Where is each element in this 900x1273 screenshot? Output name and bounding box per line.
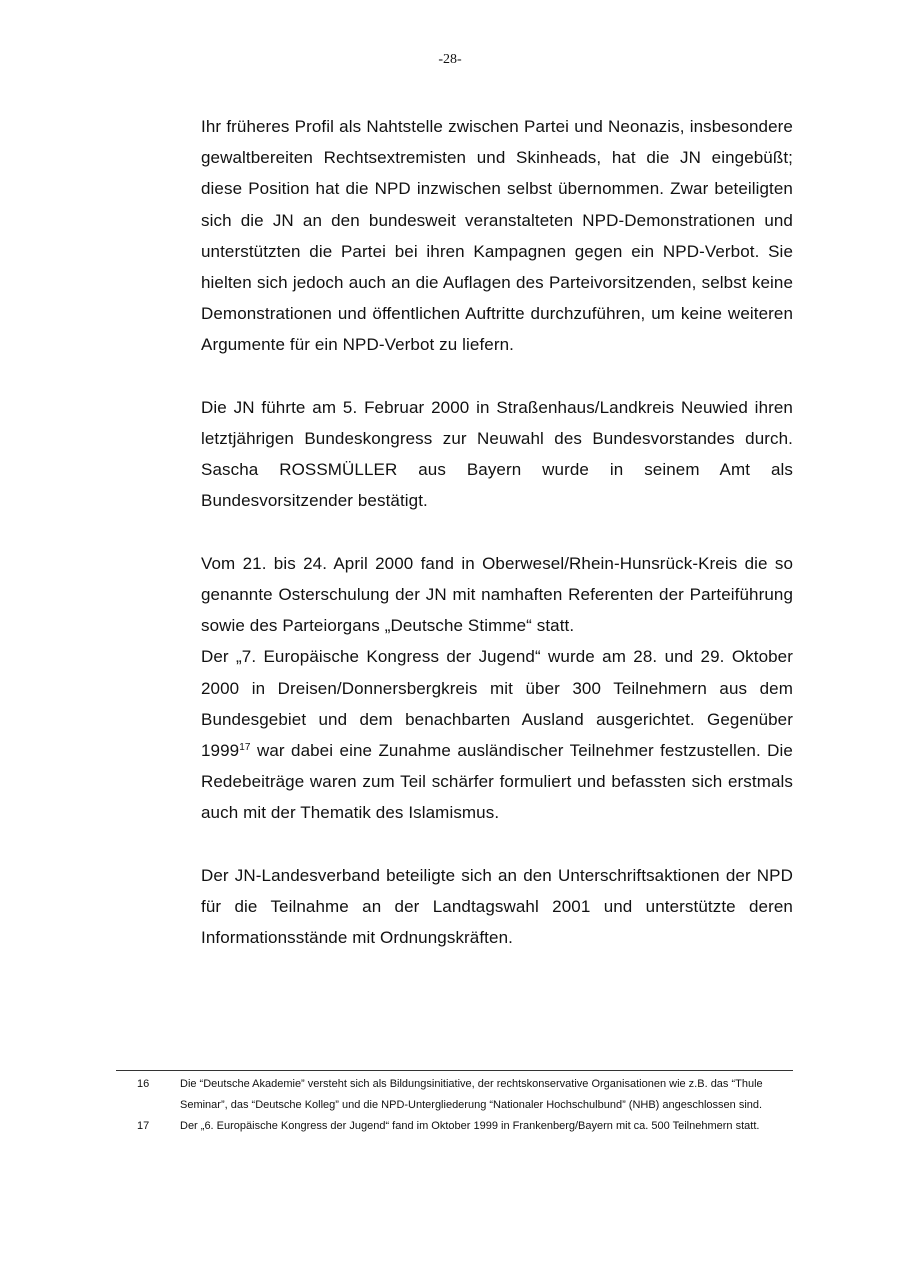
congress-text-before: Der „7. Europäische Kongress der Jugend“ wurde am 28. und 29. Oktober 2000 in Dreisen/Donnersbergkreis mit über 300 Teilnehmern aus dem Bundesgebiet und dem benachbarten Ausland ausgerichtet. Gegenüber 1999 bbox=[201, 647, 793, 761]
footnotes bbox=[116, 1074, 793, 1137]
footnote-divider bbox=[116, 1070, 793, 1071]
footnote-17 bbox=[116, 1116, 793, 1137]
paragraph-bundeskongress: Die JN führte am 5. Februar 2000 in Straßenhaus/Landkreis Neuwied ihren letztjährigen Bundeskongress zur Neuwahl des Bundesvorstandes durch. Sascha ROSSMÜLLER aus Bayern wurde in seinem Amt als Bundesvorsitzender bestätigt. bbox=[201, 397, 793, 511]
body-text bbox=[201, 111, 793, 953]
footnote-16 bbox=[116, 1074, 793, 1116]
paragraph-jn-profile: Ihr früheres Profil als Nahtstelle zwischen Partei und Neonazis, insbesondere gewaltbereiten Rechtsextremisten und Skinheads, hat die JN eingebüßt; diese Position hat die NPD inzwischen selbst übernommen. Zwar beteiligten sich die JN an den bundesweit veranstalteten NPD-Demonstrationen und unterstützten die Partei bei ihren Kampagnen gegen ein NPD-Verbot. Sie hielten sich jedoch auch an die Auflagen des Parteivorsitzenden, selbst keine Demonstrationen und öffentlichen Auftritte durchzuführen, um keine weiteren Argumente für ein NPD-Verbot zu liefern. bbox=[201, 117, 793, 355]
paragraph-osterschulung: Vom 21. bis 24. April 2000 fand in Oberwesel/Rhein-Hunsrück-Kreis die so genannte Osterschulung der JN mit namhaften Referenten der Parteiführung sowie des Parteiorgans „Deutsche Stimme“ statt. bbox=[201, 553, 793, 636]
footnote-number: 16 bbox=[137, 1078, 150, 1090]
paragraph-landesverband: Der JN-Landesverband beteiligte sich an den Unterschriftsaktionen der NPD für die Teilnahme an der Landtagswahl 2001 und unterstützte deren Informationsstände mit Ordnungskräften. bbox=[201, 865, 793, 948]
congress-text-after: war dabei eine Zunahme ausländischer Teilnehmer festzustellen. Die Redebeiträge waren zum Teil schärfer formuliert und befassten sich erstmals auch mit der Thematik des Islamismus. bbox=[201, 741, 793, 823]
footnote-text: Die “Deutsche Akademie” versteht sich als Bildungsinitiative, der rechtskonservative Organisationen wie z.B. das “Thule Seminar”, das “Deutsche Kolleg” und die NPD-Untergliederung “Nationaler Hochschulbund” (NHB) angeschlossen sind. bbox=[180, 1078, 763, 1111]
footnote-number: 17 bbox=[137, 1120, 150, 1132]
paragraph-europaeischer-kongress bbox=[201, 641, 793, 828]
page-number: -28- bbox=[438, 52, 462, 67]
footnote-reference-17[interactable]: 17 bbox=[239, 742, 251, 754]
footnote-text: Der „6. Europäische Kongress der Jugend“ fand im Oktober 1999 in Frankenberg/Bayern mit ca. 500 Teilnehmern statt. bbox=[180, 1120, 760, 1132]
page-number-value: 28 bbox=[443, 52, 457, 67]
